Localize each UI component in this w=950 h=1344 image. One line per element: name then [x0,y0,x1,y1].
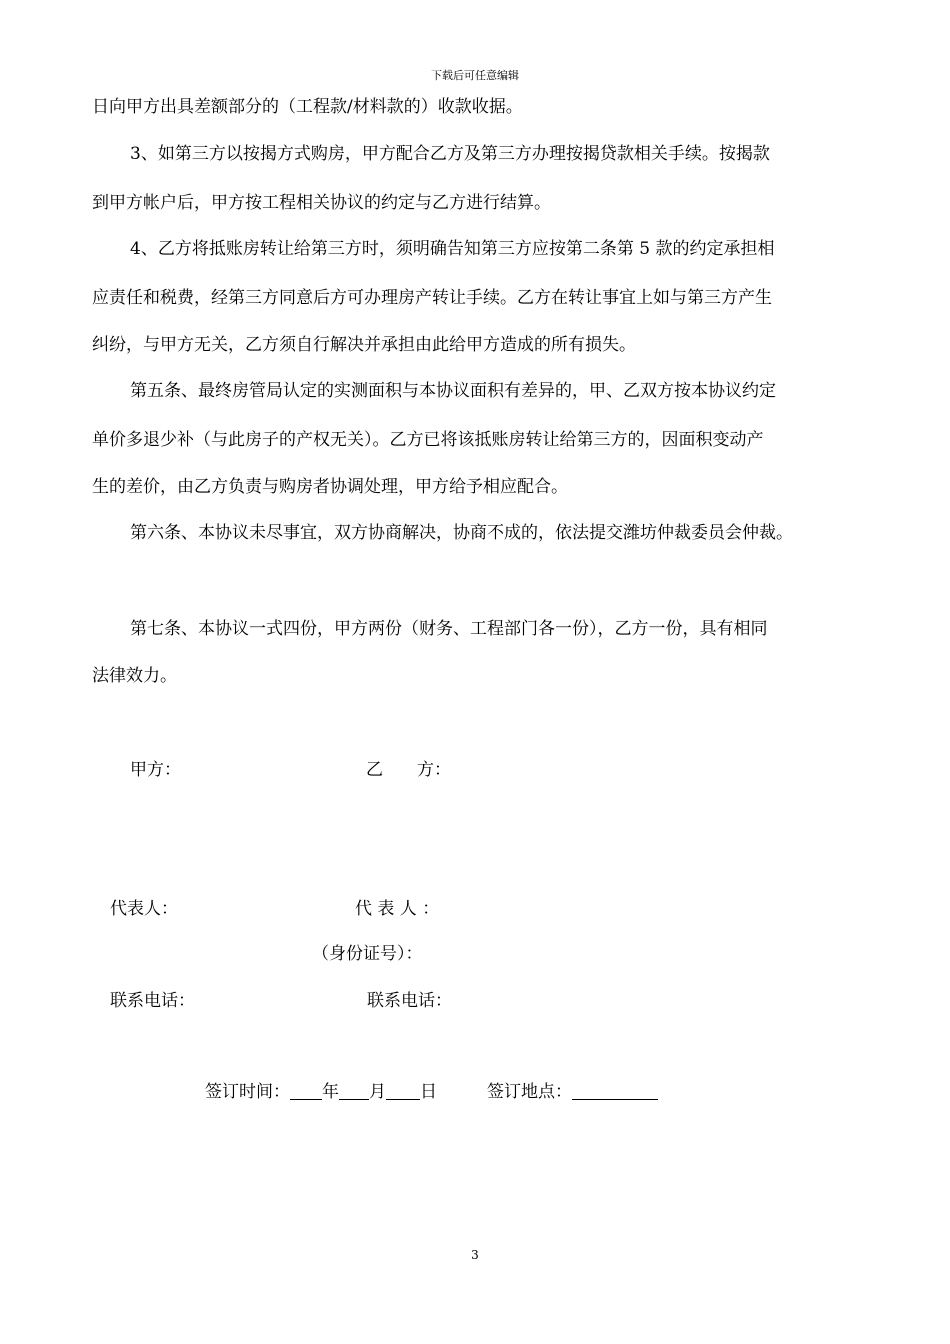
party-b-label: 乙 方： [366,760,451,780]
body-line: 到甲方帐户后，甲方按工程相关协议的约定与乙方进行结算。 [92,193,551,213]
party-a-label: 甲方： [130,760,181,780]
body-line: 法律效力。 [92,666,177,686]
phone-b-label: 联系电话： [367,991,452,1011]
page-number: 3 [471,1248,479,1262]
sign-place-row [487,1077,658,1102]
body-line: 应责任和税费，经第三方同意后方可办理房产转让手续。乙方在转让事宜上如与第三方产生 [92,288,772,308]
month-label: 月 [369,1082,386,1102]
year-label: 年 [322,1082,339,1102]
day-label: 日 [420,1082,437,1102]
body-line: 3、如第三方以按揭方式购房，甲方配合乙方及第三方办理按揭贷款相关手续。按揭款 [130,144,770,164]
sign-place-label: 签订地点： [487,1082,572,1102]
rep-a-label: 代表人： [110,899,178,919]
day-blank [386,1081,420,1100]
phone-a-label: 联系电话： [110,991,195,1011]
id-number-label: （身份证号）： [312,944,423,964]
page-header-note: 下载后可任意编辑 [431,69,519,82]
sign-date-row [205,1077,437,1102]
body-line: 4、乙方将抵账房转让给第三方时，须明确告知第三方应按第二条第 5 款的约定承担相 [130,239,775,259]
body-line: 纠纷，与甲方无关，乙方须自行解决并承担由此给甲方造成的所有损失。 [92,335,636,355]
body-line: 单价多退少补（与此房子的产权无关）。乙方已将该抵账房转让给第三方的，因面积变动产 [92,430,764,450]
body-line: 第五条、最终房管局认定的实测面积与本协议面积有差异的，甲、乙双方按本协议约定 [130,381,776,401]
body-line: 第六条、本协议未尽事宜，双方协商解决，协商不成的，依法提交潍坊仲裁委员会仲裁。 [130,523,793,543]
body-line: 日向甲方出具差额部分的（工程款/材料款的）收款收据。 [92,97,523,117]
body-line: 生的差价，由乙方负责与购房者协调处理，甲方给予相应配合。 [92,477,568,497]
place-blank [572,1081,658,1100]
sign-time-label: 签订时间： [205,1082,290,1102]
year-blank [290,1081,322,1100]
rep-b-label: 代 表 人 ： [355,899,440,919]
body-line: 第七条、本协议一式四份，甲方两份（财务、工程部门各一份），乙方一份，具有相同 [130,619,768,639]
month-blank [339,1081,369,1100]
